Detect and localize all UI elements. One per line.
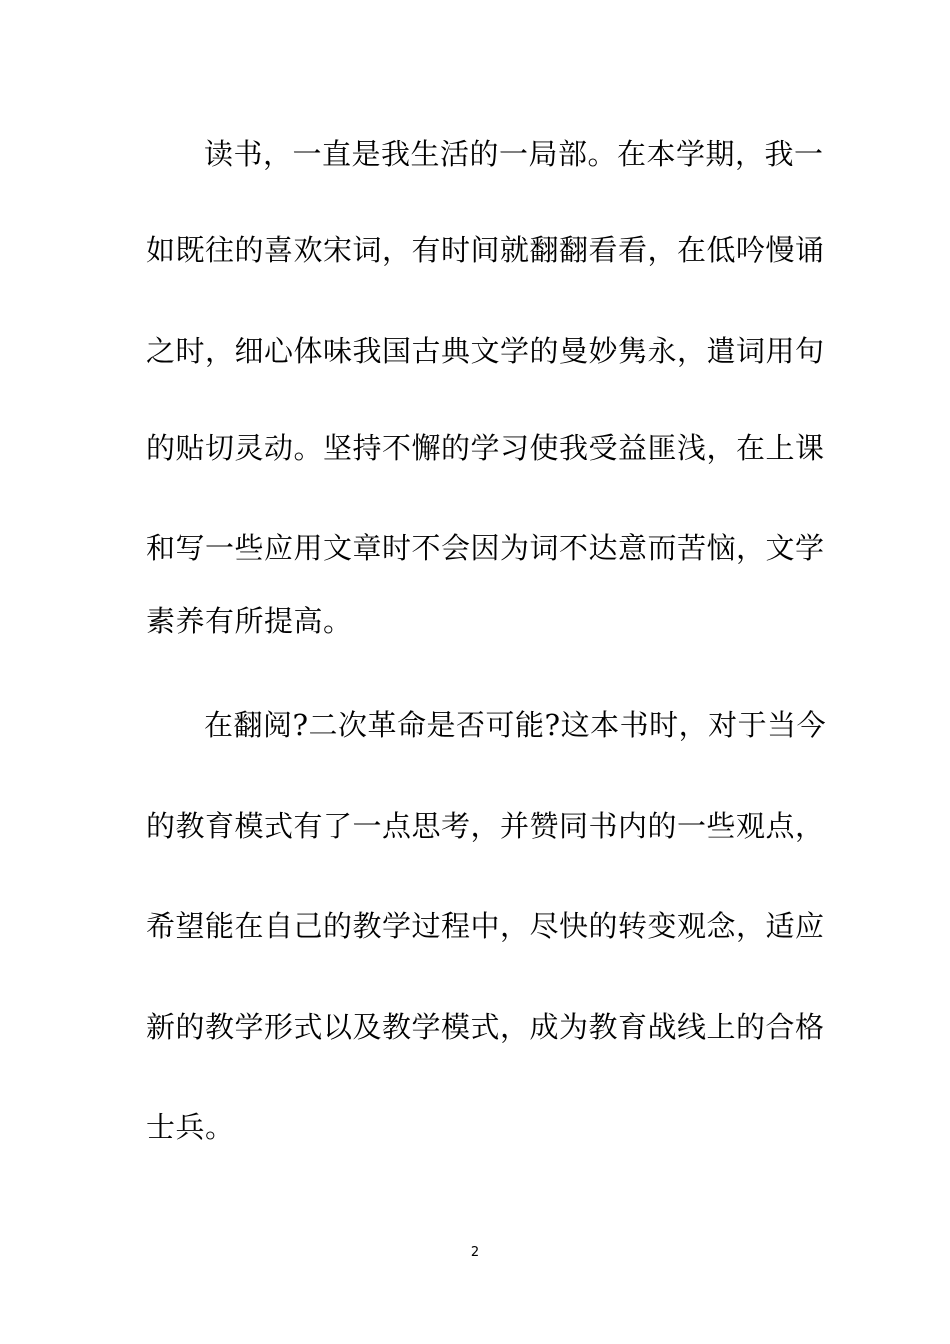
paragraph-2-line-4: 新的教学形式以及教学模式，成为教育战线上的合格	[146, 1010, 825, 1044]
paragraph-1-line-1: 读书，一直是我生活的一局部。在本学期，我一	[204, 137, 824, 171]
paragraph-1-line-4: 的贴切灵动。坚持不懈的学习使我受益匪浅，在上课	[146, 431, 825, 465]
paragraph-1-line-6: 素养有所提高。	[146, 604, 353, 638]
paragraph-2-line-2: 的教育模式有了一点思考，并赞同书内的一些观点，	[146, 809, 825, 843]
paragraph-1-line-5: 和写一些应用文章时不会因为词不达意而苦恼，文学	[146, 531, 825, 565]
paragraph-2-line-5: 士兵。	[146, 1110, 235, 1144]
paragraph-2-line-3: 希望能在自己的教学过程中，尽快的转变观念，适应	[146, 909, 825, 943]
paragraph-1-line-2: 如既往的喜欢宋词，有时间就翻翻看看，在低吟慢诵	[146, 233, 825, 267]
paragraph-2-line-1: 在翻阅?二次革命是否可能?这本书时，对于当今	[204, 708, 827, 742]
page-number: 2	[470, 1245, 480, 1260]
paragraph-1-line-3: 之时，细心体味我国古典文学的曼妙隽永，遣词用句	[146, 334, 825, 368]
